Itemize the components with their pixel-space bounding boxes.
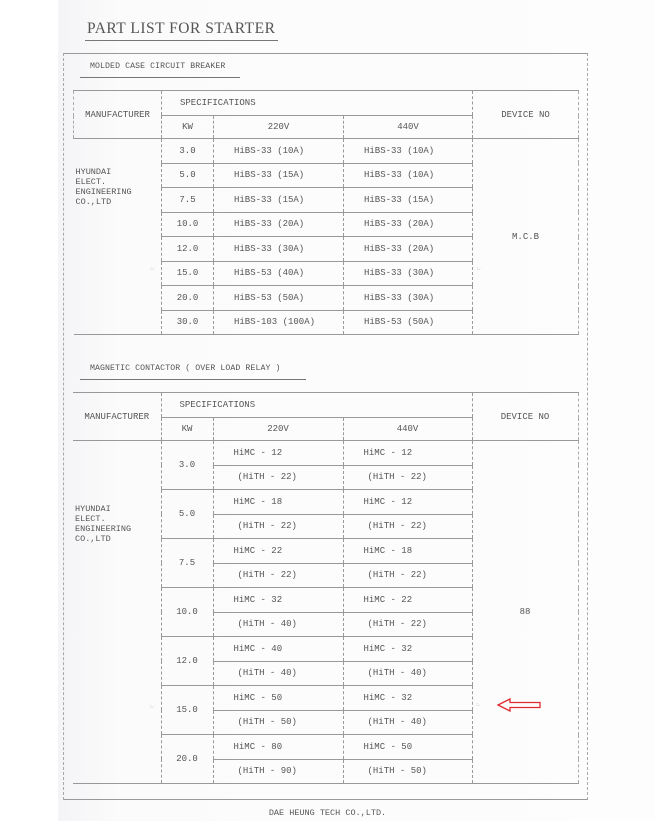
440v-contactor-cell: HiMC - 50 [343, 735, 472, 760]
section-label-mccb: MOLDED CASE CIRCUIT BREAKER [80, 62, 240, 78]
440v-contactor-cell: HiMC - 12 [343, 441, 472, 466]
kw-cell: 30.0 [162, 310, 214, 335]
440v-contactor-cell: HiMC - 18 [343, 539, 472, 564]
header-440v: 440V [344, 116, 473, 139]
220v-contactor-cell: HiMC - 12 [213, 441, 343, 466]
220v-overload-relay-cell: (HiTH - 90) [213, 759, 343, 784]
manufacturer-line: CO.,LTD [75, 197, 112, 207]
header-kw: KW [161, 418, 213, 441]
220v-overload-relay-cell: (HiTH - 40) [213, 661, 343, 686]
kw-cell: 5.0 [161, 490, 213, 539]
440v-contactor-cell: HiMC - 22 [343, 588, 472, 613]
pointing-hand-icon: ☞ [150, 704, 155, 712]
device-no-value: M.C.B [512, 231, 540, 242]
440v-cell: HiBS-33 (30A) [344, 261, 473, 286]
manufacturer-name [76, 167, 132, 207]
mc-table [73, 392, 579, 784]
header-440v: 440V [343, 418, 472, 441]
kw-cell: 7.5 [162, 188, 214, 213]
440v-contactor-cell: HiMC - 32 [343, 686, 472, 711]
220v-cell: HiBS-53 (40A) [214, 261, 344, 286]
header-manufacturer-text: MANUFACTURER [85, 109, 150, 120]
mccb-header-row-1 [74, 91, 579, 116]
manufacturer-line: CO.,LTD [75, 534, 111, 544]
220v-contactor-cell: HiMC - 22 [213, 539, 343, 564]
header-specifications: SPECIFICATIONS [161, 393, 472, 418]
device-no-cell [473, 139, 579, 335]
440v-cell: HiBS-33 (20A) [344, 212, 473, 237]
header-device-no: DEVICE NO [473, 91, 579, 139]
kw-cell: 7.5 [161, 539, 213, 588]
220v-cell: HiBS-33 (10A) [214, 139, 344, 164]
220v-cell: HiBS-33 (15A) [214, 163, 344, 188]
220v-overload-relay-cell: (HiTH - 22) [213, 563, 343, 588]
manufacturer-line: ENGINEERING [75, 187, 132, 197]
pointing-hand-icon: ☞ [477, 266, 482, 274]
220v-overload-relay-cell: (HiTH - 22) [213, 465, 343, 490]
440v-overload-relay-cell: (HiTH - 22) [343, 465, 472, 490]
section-label-mc: MAGNETIC CONTACTOR ( OVER LOAD RELAY ) [80, 364, 306, 380]
440v-overload-relay-cell: (HiTH - 22) [343, 514, 472, 539]
kw-cell: 3.0 [161, 441, 213, 490]
header-device-no: DEVICE NO [472, 393, 578, 441]
kw-cell: 20.0 [162, 286, 214, 311]
220v-contactor-cell: HiMC - 50 [213, 686, 343, 711]
440v-cell: HiBS-53 (50A) [344, 310, 473, 335]
220v-cell: HiBS-33 (15A) [214, 188, 344, 213]
kw-cell: 5.0 [162, 163, 214, 188]
kw-cell: 12.0 [162, 237, 214, 262]
220v-cell: HiBS-103 (100A) [214, 310, 344, 335]
page-title: PART LIST FOR STARTER [85, 20, 278, 41]
header-manufacturer [74, 91, 162, 139]
kw-cell: 10.0 [161, 588, 213, 637]
kw-cell: 15.0 [161, 686, 213, 735]
kw-cell: 3.0 [162, 139, 214, 164]
220v-contactor-cell: HiMC - 32 [213, 588, 343, 613]
table-row [74, 139, 579, 164]
kw-cell: 12.0 [161, 637, 213, 686]
mc-header-row-1 [73, 393, 578, 418]
440v-cell: HiBS-33 (10A) [344, 139, 473, 164]
220v-contactor-cell: HiMC - 40 [213, 637, 343, 662]
440v-contactor-cell: HiMC - 32 [343, 637, 472, 662]
kw-cell: 20.0 [161, 735, 213, 784]
220v-cell: HiBS-33 (30A) [214, 237, 344, 262]
manufacturer-cell [73, 441, 161, 784]
manufacturer-line: HYUNDAI [75, 504, 111, 514]
manufacturer-name [75, 504, 131, 544]
440v-overload-relay-cell: (HiTH - 40) [343, 710, 472, 735]
mccb-table [73, 90, 579, 335]
manufacturer-line: HYUNDAI [75, 167, 112, 177]
manufacturer-line: ELECT. [75, 514, 106, 524]
manufacturer-line: ELECT. [75, 177, 107, 187]
440v-overload-relay-cell: (HiTH - 50) [343, 759, 472, 784]
220v-overload-relay-cell: (HiTH - 22) [213, 514, 343, 539]
kw-cell: 15.0 [162, 261, 214, 286]
device-no-cell [472, 441, 578, 784]
220v-contactor-cell: HiMC - 18 [213, 490, 343, 515]
220v-cell: HiBS-53 (50A) [214, 286, 344, 311]
440v-cell: HiBS-33 (10A) [344, 163, 473, 188]
440v-overload-relay-cell: (HiTH - 40) [343, 661, 472, 686]
440v-contactor-cell: HiMC - 12 [343, 490, 472, 515]
kw-cell: 10.0 [162, 212, 214, 237]
220v-overload-relay-cell: (HiTH - 40) [213, 612, 343, 637]
manufacturer-cell [74, 139, 162, 335]
pointing-hand-icon: ☞ [476, 702, 481, 710]
device-no-value: 88 [519, 607, 531, 617]
header-220v: 220V [214, 116, 344, 139]
440v-cell: HiBS-33 (20A) [344, 237, 473, 262]
header-specifications: SPECIFICATIONS [162, 91, 473, 116]
440v-overload-relay-cell: (HiTH - 22) [343, 612, 472, 637]
footer-company: DAE HEUNG TECH CO.,LTD. [268, 808, 387, 818]
220v-cell: HiBS-33 (20A) [214, 212, 344, 237]
440v-cell: HiBS-33 (30A) [344, 286, 473, 311]
440v-overload-relay-cell: (HiTH - 22) [343, 563, 472, 588]
220v-overload-relay-cell: (HiTH - 50) [213, 710, 343, 735]
header-220v: 220V [213, 418, 343, 441]
table-row [73, 441, 578, 466]
header-kw: KW [162, 116, 214, 139]
440v-cell: HiBS-33 (15A) [344, 188, 473, 213]
pointing-hand-icon: ☞ [150, 266, 155, 274]
220v-contactor-cell: HiMC - 80 [213, 735, 343, 760]
red-arrow-left-icon [497, 698, 541, 712]
header-manufacturer: MANUFACTURER [73, 393, 161, 441]
manufacturer-line: ENGINEERING [75, 524, 132, 534]
